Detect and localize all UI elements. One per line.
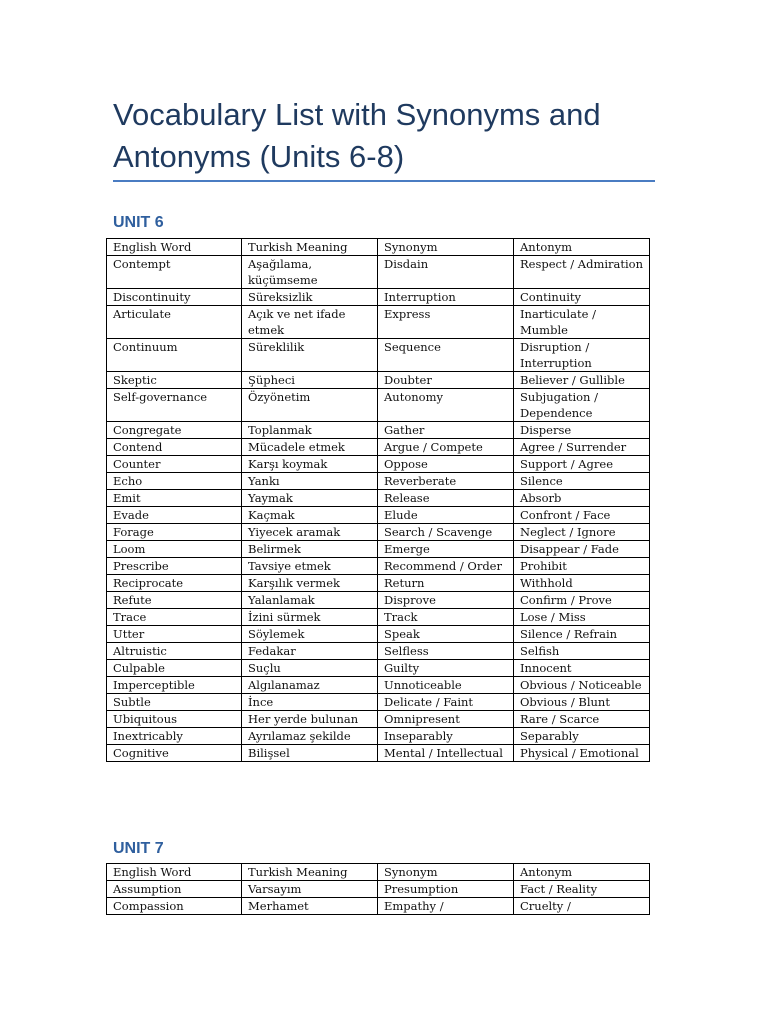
- turkish-meaning-cell: Ayrılamaz şekilde: [242, 728, 378, 745]
- english-word-cell: Trace: [107, 609, 242, 626]
- antonym-cell: Continuity: [514, 289, 650, 306]
- english-word-cell: Forage: [107, 524, 242, 541]
- antonym-cell: Confront / Face: [514, 507, 650, 524]
- english-word-cell: Discontinuity: [107, 289, 242, 306]
- turkish-meaning-cell: Söylemek: [242, 626, 378, 643]
- turkish-meaning-cell: Bilişsel: [242, 745, 378, 762]
- synonym-cell: Track: [378, 609, 514, 626]
- synonym-cell: Autonomy: [378, 389, 514, 422]
- synonym-cell: Recommend / Order: [378, 558, 514, 575]
- table-row: [107, 677, 650, 694]
- turkish-meaning-cell: Yalanlamak: [242, 592, 378, 609]
- turkish-meaning-cell: Suçlu: [242, 660, 378, 677]
- antonym-cell: Neglect / Ignore: [514, 524, 650, 541]
- turkish-meaning-cell: Açık ve net ifade etmek: [242, 306, 378, 339]
- synonym-cell: Disprove: [378, 592, 514, 609]
- antonym-cell: Obvious / Blunt: [514, 694, 650, 711]
- table-row: [107, 898, 650, 915]
- column-header-english-word: English Word: [107, 864, 242, 881]
- table-row: [107, 541, 650, 558]
- english-word-cell: Culpable: [107, 660, 242, 677]
- synonym-cell: Selfless: [378, 643, 514, 660]
- table-row: [107, 745, 650, 762]
- antonym-cell: Support / Agree: [514, 456, 650, 473]
- antonym-cell: Confirm / Prove: [514, 592, 650, 609]
- table-row: [107, 626, 650, 643]
- synonym-cell: Express: [378, 306, 514, 339]
- english-word-cell: Prescribe: [107, 558, 242, 575]
- table-row: [107, 575, 650, 592]
- column-header-synonym: Synonym: [378, 239, 514, 256]
- turkish-meaning-cell: Varsayım: [242, 881, 378, 898]
- table-row: [107, 289, 650, 306]
- table-row: [107, 490, 650, 507]
- antonym-cell: Withhold: [514, 575, 650, 592]
- synonym-cell: Presumption: [378, 881, 514, 898]
- english-word-cell: Echo: [107, 473, 242, 490]
- column-header-antonym: Antonym: [514, 864, 650, 881]
- turkish-meaning-cell: Aşağılama, küçümseme: [242, 256, 378, 289]
- english-word-cell: Articulate: [107, 306, 242, 339]
- antonym-cell: Rare / Scarce: [514, 711, 650, 728]
- antonym-cell: Absorb: [514, 490, 650, 507]
- table-header-row: [107, 864, 650, 881]
- table-header-row: [107, 239, 650, 256]
- synonym-cell: Search / Scavenge: [378, 524, 514, 541]
- table-row: [107, 609, 650, 626]
- synonym-cell: Sequence: [378, 339, 514, 372]
- unit-7-heading: UNIT 7: [113, 840, 164, 857]
- antonym-cell: Physical / Emotional: [514, 745, 650, 762]
- english-word-cell: Congregate: [107, 422, 242, 439]
- turkish-meaning-cell: Merhamet: [242, 898, 378, 915]
- english-word-cell: Inextricably: [107, 728, 242, 745]
- antonym-cell: Respect / Admiration: [514, 256, 650, 289]
- antonym-cell: Disappear / Fade: [514, 541, 650, 558]
- english-word-cell: Subtle: [107, 694, 242, 711]
- english-word-cell: Contempt: [107, 256, 242, 289]
- antonym-cell: Selfish: [514, 643, 650, 660]
- synonym-cell: Speak: [378, 626, 514, 643]
- english-word-cell: Emit: [107, 490, 242, 507]
- antonym-cell: Separably: [514, 728, 650, 745]
- unit-7-vocabulary-table: [106, 863, 650, 915]
- synonym-cell: Delicate / Faint: [378, 694, 514, 711]
- english-word-cell: Cognitive: [107, 745, 242, 762]
- table-row: [107, 306, 650, 339]
- column-header-turkish-meaning: Turkish Meaning: [242, 239, 378, 256]
- synonym-cell: Empathy /: [378, 898, 514, 915]
- antonym-cell: Lose / Miss: [514, 609, 650, 626]
- antonym-cell: Disperse: [514, 422, 650, 439]
- turkish-meaning-cell: Kaçmak: [242, 507, 378, 524]
- antonym-cell: Silence / Refrain: [514, 626, 650, 643]
- turkish-meaning-cell: Her yerde bulunan: [242, 711, 378, 728]
- table-row: [107, 507, 650, 524]
- table-row: [107, 256, 650, 289]
- column-header-turkish-meaning: Turkish Meaning: [242, 864, 378, 881]
- english-word-cell: Ubiquitous: [107, 711, 242, 728]
- turkish-meaning-cell: İzini sürmek: [242, 609, 378, 626]
- synonym-cell: Inseparably: [378, 728, 514, 745]
- turkish-meaning-cell: Mücadele etmek: [242, 439, 378, 456]
- table-row: [107, 711, 650, 728]
- synonym-cell: Argue / Compete: [378, 439, 514, 456]
- turkish-meaning-cell: Algılanamaz: [242, 677, 378, 694]
- synonym-cell: Release: [378, 490, 514, 507]
- turkish-meaning-cell: Süreksizlik: [242, 289, 378, 306]
- synonym-cell: Gather: [378, 422, 514, 439]
- english-word-cell: Self-governance: [107, 389, 242, 422]
- synonym-cell: Elude: [378, 507, 514, 524]
- turkish-meaning-cell: Fedakar: [242, 643, 378, 660]
- antonym-cell: Cruelty /: [514, 898, 650, 915]
- english-word-cell: Evade: [107, 507, 242, 524]
- antonym-cell: Obvious / Noticeable: [514, 677, 650, 694]
- table-row: [107, 524, 650, 541]
- turkish-meaning-cell: Tavsiye etmek: [242, 558, 378, 575]
- synonym-cell: Disdain: [378, 256, 514, 289]
- synonym-cell: Oppose: [378, 456, 514, 473]
- table-row: [107, 881, 650, 898]
- table-row: [107, 456, 650, 473]
- synonym-cell: Emerge: [378, 541, 514, 558]
- unit-6-heading: UNIT 6: [113, 214, 164, 231]
- turkish-meaning-cell: Şüpheci: [242, 372, 378, 389]
- antonym-cell: Believer / Gullible: [514, 372, 650, 389]
- table-row: [107, 558, 650, 575]
- synonym-cell: Mental / Intellectual: [378, 745, 514, 762]
- turkish-meaning-cell: Yiyecek aramak: [242, 524, 378, 541]
- english-word-cell: Reciprocate: [107, 575, 242, 592]
- antonym-cell: Innocent: [514, 660, 650, 677]
- turkish-meaning-cell: Özyönetim: [242, 389, 378, 422]
- column-header-english-word: English Word: [107, 239, 242, 256]
- synonym-cell: Guilty: [378, 660, 514, 677]
- table-row: [107, 422, 650, 439]
- table-row: [107, 694, 650, 711]
- turkish-meaning-cell: Süreklilik: [242, 339, 378, 372]
- turkish-meaning-cell: Toplanmak: [242, 422, 378, 439]
- synonym-cell: Return: [378, 575, 514, 592]
- antonym-cell: Fact / Reality: [514, 881, 650, 898]
- english-word-cell: Skeptic: [107, 372, 242, 389]
- synonym-cell: Doubter: [378, 372, 514, 389]
- antonym-cell: Silence: [514, 473, 650, 490]
- english-word-cell: Compassion: [107, 898, 242, 915]
- synonym-cell: Unnoticeable: [378, 677, 514, 694]
- table-row: [107, 339, 650, 372]
- table-row: [107, 660, 650, 677]
- turkish-meaning-cell: Karşılık vermek: [242, 575, 378, 592]
- english-word-cell: Contend: [107, 439, 242, 456]
- table-row: [107, 389, 650, 422]
- table-row: [107, 439, 650, 456]
- table-row: [107, 372, 650, 389]
- table-row: [107, 473, 650, 490]
- turkish-meaning-cell: Yaymak: [242, 490, 378, 507]
- title-underline: [113, 180, 655, 182]
- antonym-cell: Subjugation / Dependence: [514, 389, 650, 422]
- synonym-cell: Interruption: [378, 289, 514, 306]
- english-word-cell: Refute: [107, 592, 242, 609]
- english-word-cell: Altruistic: [107, 643, 242, 660]
- turkish-meaning-cell: İnce: [242, 694, 378, 711]
- english-word-cell: Counter: [107, 456, 242, 473]
- turkish-meaning-cell: Karşı koymak: [242, 456, 378, 473]
- table-row: [107, 728, 650, 745]
- antonym-cell: Prohibit: [514, 558, 650, 575]
- table-row: [107, 592, 650, 609]
- antonym-cell: Inarticulate / Mumble: [514, 306, 650, 339]
- document-title: Vocabulary List with Synonyms and Antonyms (Units 6-8): [113, 97, 601, 174]
- antonym-cell: Disruption / Interruption: [514, 339, 650, 372]
- english-word-cell: Utter: [107, 626, 242, 643]
- column-header-synonym: Synonym: [378, 864, 514, 881]
- synonym-cell: Reverberate: [378, 473, 514, 490]
- antonym-cell: Agree / Surrender: [514, 439, 650, 456]
- column-header-antonym: Antonym: [514, 239, 650, 256]
- table-row: [107, 643, 650, 660]
- unit-6-vocabulary-table: [106, 238, 650, 762]
- turkish-meaning-cell: Yankı: [242, 473, 378, 490]
- english-word-cell: Assumption: [107, 881, 242, 898]
- english-word-cell: Imperceptible: [107, 677, 242, 694]
- synonym-cell: Omnipresent: [378, 711, 514, 728]
- english-word-cell: Loom: [107, 541, 242, 558]
- english-word-cell: Continuum: [107, 339, 242, 372]
- turkish-meaning-cell: Belirmek: [242, 541, 378, 558]
